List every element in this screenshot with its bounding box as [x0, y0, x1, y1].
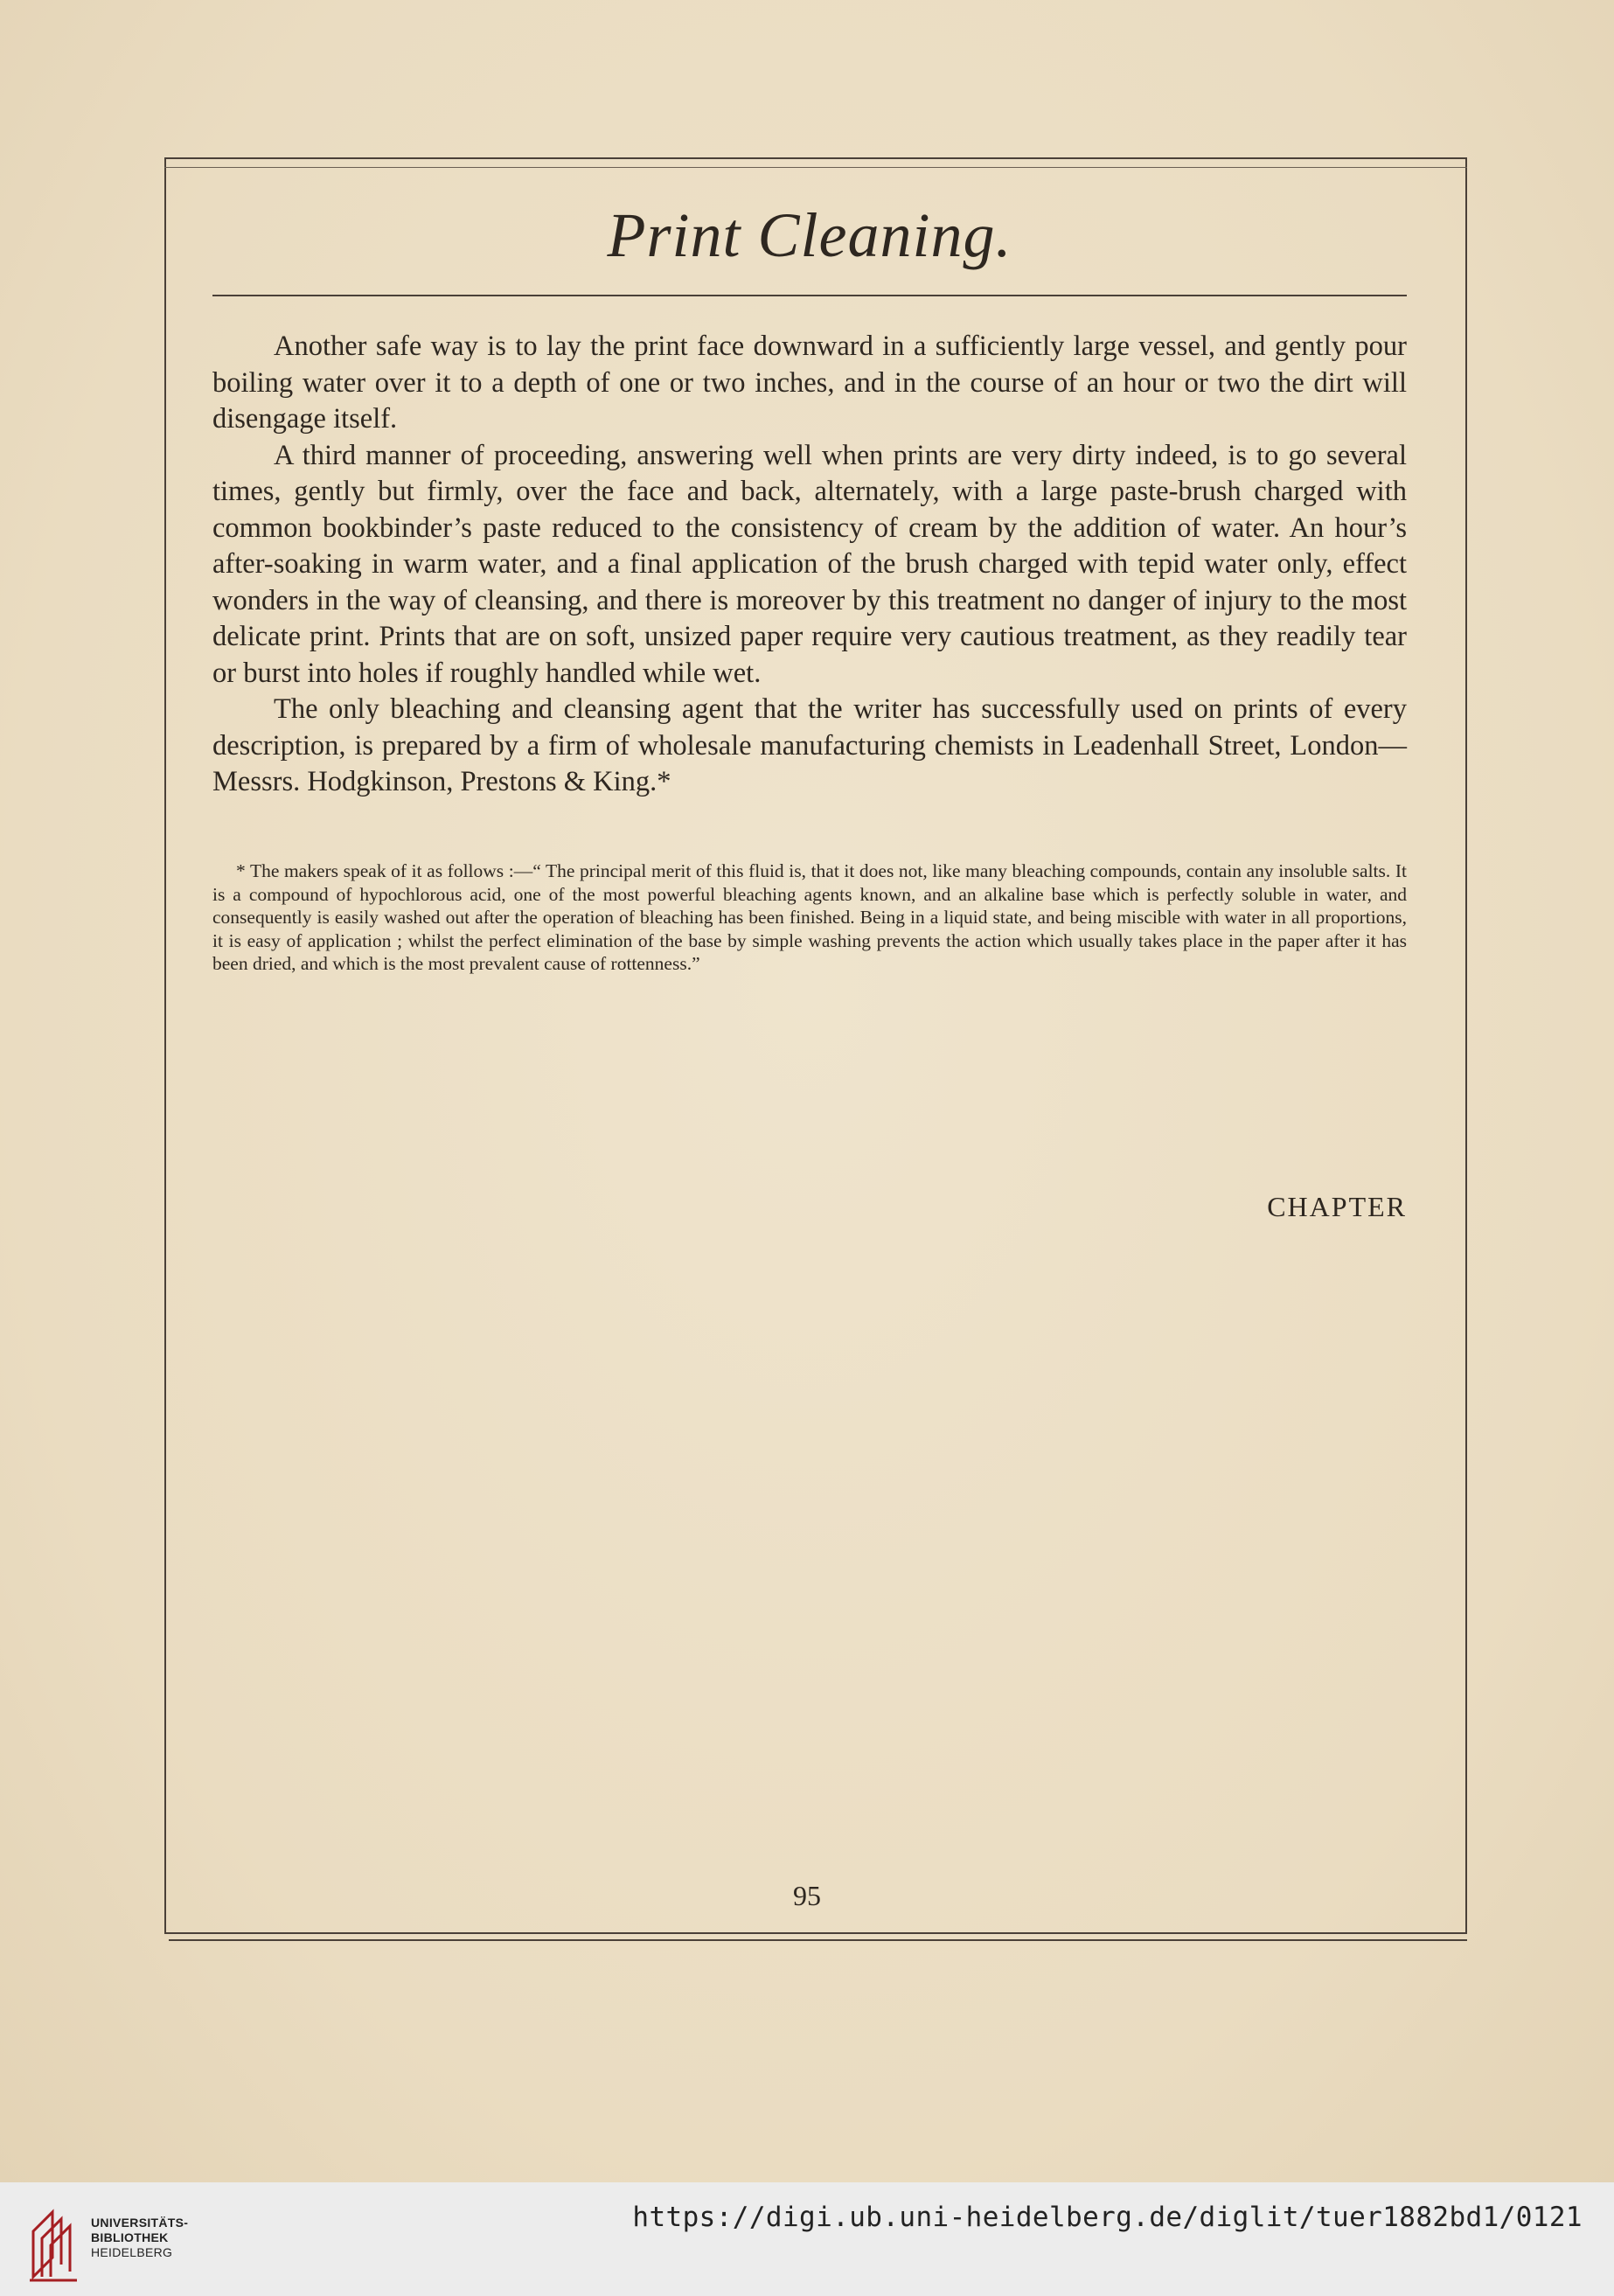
page-border-inner-rule: [164, 167, 1467, 168]
paragraph: Another safe way is to lay the print face downward in a sufficiently large vessel, and gently pour boiling water over it to a depth of one or two inches, and in the course of an hour or two the dirt will disengage itself.: [212, 330, 1407, 435]
library-logo[interactable]: [26, 2196, 189, 2284]
running-title: Print Cleaning.: [607, 200, 1012, 270]
paragraph: The only bleaching and cleansing agent that the writer has successfully used on prints of every description, is prepared by a firm of wholesale manufacturing chemists in Leadenhall Street, London—Messrs. Hodgkinson, Prestons & King.*: [212, 693, 1407, 797]
page-border-bottom-rule: [169, 1939, 1467, 1941]
paragraph: A third manner of proceeding, answering well when prints are very dirty indeed, is to go several times, gently but firmly, over the face and back, alternately, with a large paste-brush charged with common bookbinder’s paste reduced to the consistency of cream by the addition of water. An hour’s after-soaking in warm water, and a final application of the brush charged with tepid water only, effect wonders in the way of cleansing, and there is moreover by this treatment no danger of injury to the most delicate print. Prints that are on soft, unsized paper require very cautious treatment, as they readily tear or burst into holes if roughly handled while wet.: [212, 439, 1407, 689]
logo-line: BIBLIOTHEK: [91, 2230, 169, 2244]
permalink-url[interactable]: https://digi.ub.uni-heidelberg.de/diglit/tuer1882bd1/0121: [632, 2202, 1583, 2233]
library-logo-text: [91, 2216, 188, 2260]
footnote: [212, 859, 1407, 976]
title-rule: [212, 295, 1407, 296]
library-logo-icon: [26, 2196, 84, 2284]
viewer-footer: [0, 2182, 1614, 2296]
logo-line: HEIDELBERG: [91, 2245, 173, 2259]
footnote-text: * The makers speak of it as follows :—“ The principal merit of this fluid is, that it does not, like many bleaching compounds, contain any insoluble salts. It is a compound of hypochlorous acid, one of the most powerful bleaching agents known, and an alkaline base which is perfectly soluble in water, and consequently is easily washed out after the operation of bleaching has been finished. Being in a liquid state, and being miscible with water in all proportions, it is easy of application ; whilst the perfect elimination of the base by simple washing prevents the action which usually takes place in the paper after it has been dried, and which is the most prevalent cause of rottenness.”: [212, 860, 1407, 974]
logo-line: UNIVERSITÄTS-: [91, 2216, 189, 2230]
body-text: [212, 329, 1407, 801]
catchword: CHAPTER: [1267, 1191, 1407, 1222]
page-number: 95: [793, 1880, 821, 1911]
